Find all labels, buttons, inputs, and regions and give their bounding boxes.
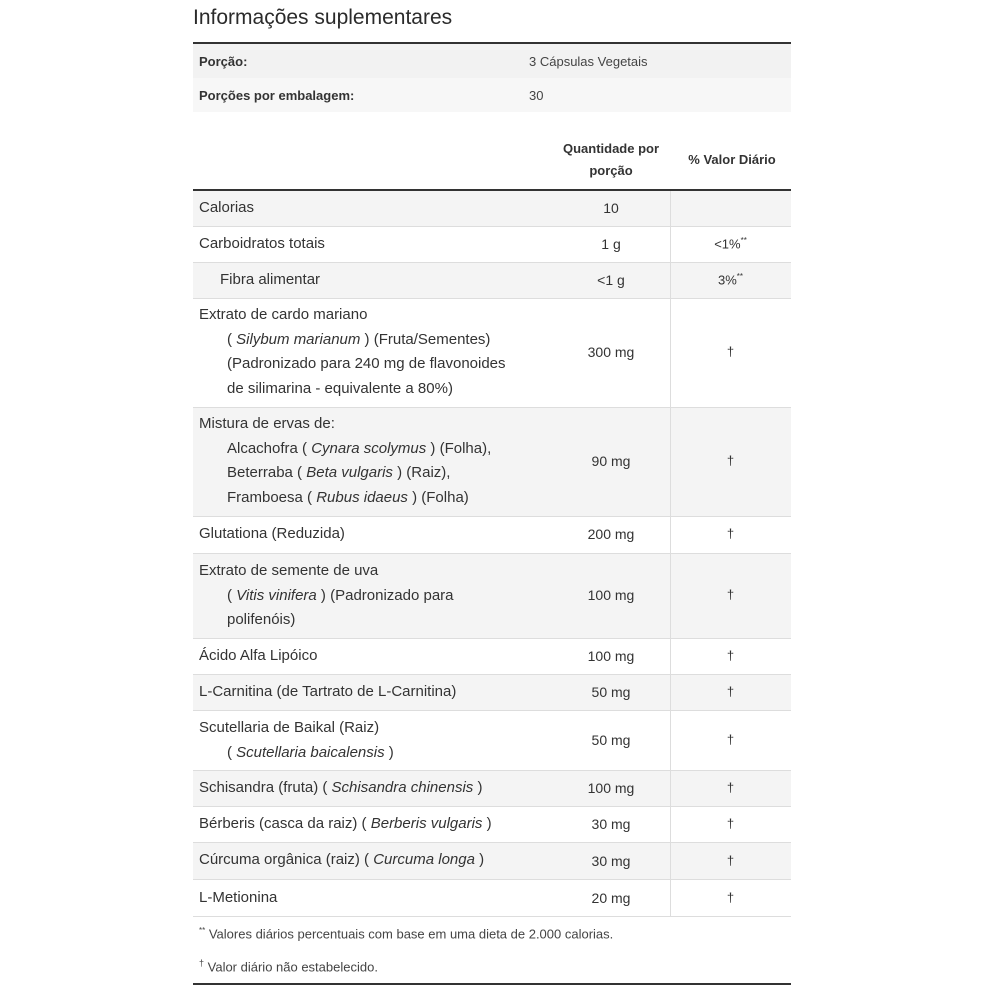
serving-size-value: 3 Cápsulas Vegetais — [529, 53, 648, 69]
servings-per-container-value: 30 — [529, 87, 544, 103]
nutrient-name: Glutationa (Reduzida) — [199, 525, 345, 542]
daily-value-header: % Valor Diário — [688, 152, 776, 167]
nutrient-daily-value: <1%** — [714, 236, 747, 252]
nutrient-daily-value: † — [726, 890, 735, 905]
nutrient-row-mistura-ervas — [193, 408, 791, 517]
nutrient-row-l-metionina — [193, 880, 791, 917]
nutrient-name: Mistura de ervas de: Alcachofra ( Cynara scolymus ) (Folha), Beterraba ( Beta vulgaris ) (Raiz), Framboesa ( Rubus idaeus ) (Folha) — [199, 415, 492, 506]
nutrient-name: Ácido Alfa Lipóico — [199, 647, 318, 664]
nutrient-amount: 1 g — [601, 236, 621, 252]
nutrient-daily-value: † — [726, 684, 735, 699]
nutrient-amount: 20 mg — [591, 890, 631, 906]
nutrient-daily-value: † — [726, 587, 735, 602]
nutrient-row-cardo-mariano — [193, 299, 791, 408]
nutrient-row-fibra — [193, 263, 791, 299]
nutrient-row-berberis — [193, 807, 791, 843]
nutrient-name: Fibra alimentar — [220, 271, 321, 288]
nutrient-row-l-carnitina — [193, 675, 791, 711]
nutrient-amount: 50 mg — [591, 684, 631, 700]
serving-size-label: Porção: — [199, 53, 248, 69]
nutrient-name: L-Metionina — [199, 889, 278, 906]
nutrient-amount: <1 g — [597, 272, 625, 288]
nutrient-row-curcuma — [193, 843, 791, 880]
nutrient-name: Schisandra (fruta) ( Schisandra chinensis ) — [199, 779, 483, 796]
nutrient-daily-value: † — [726, 526, 735, 541]
nutrient-daily-value: † — [726, 780, 735, 795]
nutrient-daily-value: † — [726, 453, 735, 468]
nutrient-name: Scutellaria de Baikal (Raiz) ( Scutellaria baicalensis ) — [199, 719, 394, 761]
divider — [193, 983, 791, 985]
nutrient-name: Calorias — [199, 199, 255, 216]
nutrient-amount: 30 mg — [591, 816, 631, 832]
nutrient-name: Bérberis (casca da raiz) ( Berberis vulgaris ) — [199, 815, 492, 832]
nutrient-row-glutationa — [193, 517, 791, 554]
nutrient-amount: 90 mg — [591, 453, 631, 469]
nutrient-name: Cúrcuma orgânica (raiz) ( Curcuma longa ) — [199, 851, 485, 868]
nutrient-daily-value: † — [726, 816, 735, 831]
amount-per-serving-header: Quantidade por porção — [562, 141, 660, 178]
nutrient-amount: 100 mg — [587, 587, 635, 603]
nutrient-name: Carboidratos totais — [199, 235, 325, 252]
nutrient-daily-value: † — [726, 648, 735, 663]
nutrient-amount: 100 mg — [587, 648, 635, 664]
nutrient-amount: 300 mg — [587, 344, 635, 360]
nutrient-amount: 30 mg — [591, 853, 631, 869]
servings-per-container-row — [193, 78, 791, 112]
nutrient-amount: 200 mg — [587, 526, 635, 542]
nutrient-daily-value: † — [726, 853, 735, 868]
nutrient-name: Extrato de semente de uva ( Vitis vinifera ) (Padronizado para polifenóis) — [199, 562, 454, 628]
nutrient-amount: 50 mg — [591, 732, 631, 748]
nutrient-row-calorias — [193, 191, 791, 227]
nutrient-amount: 100 mg — [587, 780, 635, 796]
page-title: Informações suplementares — [193, 6, 453, 29]
footnote-not-established: † Valor diário não estabelecido. — [199, 958, 378, 975]
serving-size-row — [193, 44, 791, 78]
nutrient-amount: 10 — [603, 200, 619, 216]
nutrient-daily-value: † — [726, 344, 735, 359]
nutrient-row-semente-uva — [193, 554, 791, 639]
nutrient-daily-value: † — [726, 732, 735, 747]
nutrient-row-alfa-lipoico — [193, 639, 791, 675]
nutrient-row-schisandra — [193, 771, 791, 807]
nutrient-row-carboidratos — [193, 227, 791, 263]
footnote-daily-values: ** Valores diários percentuais com base em uma dieta de 2.000 calorias. — [199, 926, 614, 942]
nutrient-daily-value: 3%** — [717, 272, 744, 288]
nutrient-row-scutellaria — [193, 711, 791, 771]
nutrient-name: L-Carnitina (de Tartrato de L-Carnitina) — [199, 683, 457, 700]
servings-per-container-label: Porções por embalagem: — [199, 87, 355, 103]
nutrient-name: Extrato de cardo mariano ( Silybum marianum ) (Fruta/Sementes) (Padronizado para 240 mg de flavonoides de silimarina - equivalente a 80%) — [199, 306, 506, 397]
